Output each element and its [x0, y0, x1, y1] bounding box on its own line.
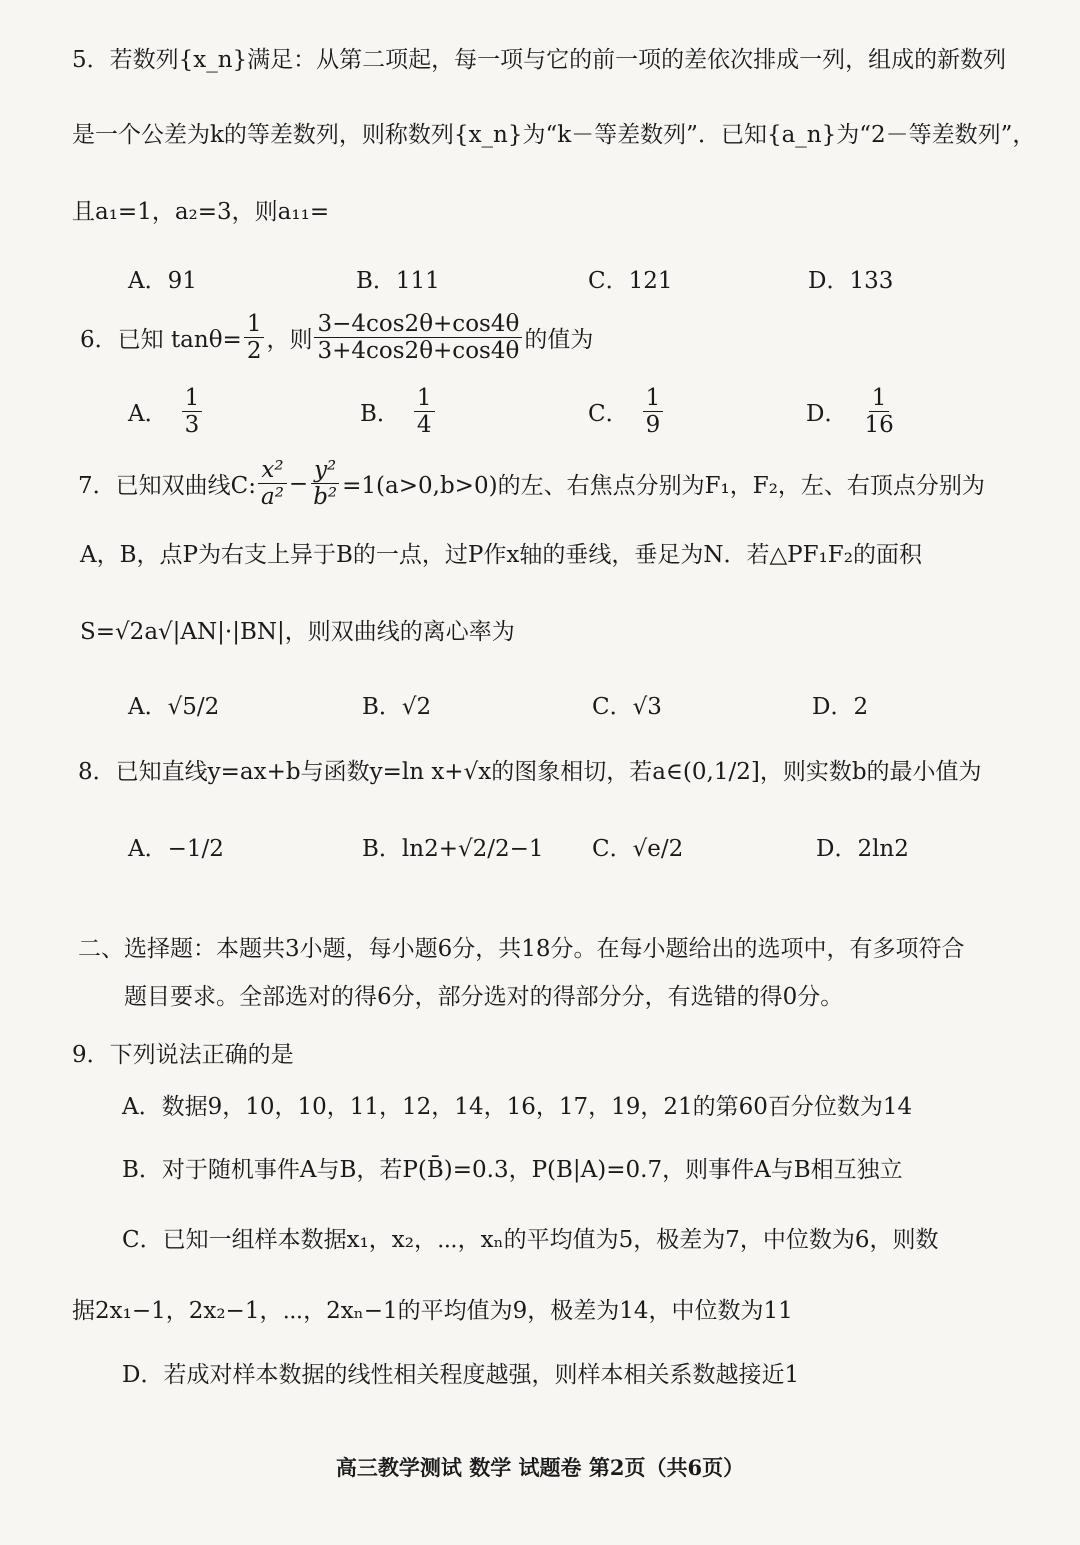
q7-option-b: B．√2 — [362, 694, 432, 720]
section2-line1: 二、选择题：本题共3小题，每小题6分，共18分。在每小题给出的选项中，有多项符合 — [78, 936, 965, 962]
q6-option-c-label: C． — [588, 401, 629, 428]
q6-option-b-den: 4 — [416, 412, 432, 439]
q9-option-a: A．数据9，10，10，11，12，14，16，17，19，21的第60百分位数为14 — [122, 1094, 913, 1120]
q6-option-a-num: 1 — [182, 386, 203, 412]
q7-line2: A，B，点P为右支上异于B的一点，过P作x轴的垂线，垂足为N．若△PF₁F₂的面积 — [80, 542, 922, 568]
q6-given-num: 1 — [244, 312, 265, 338]
q6-given-fraction — [244, 312, 265, 363]
q8-option-a: A．−1/2 — [128, 836, 224, 862]
q6-expr-den: 3+4cos2θ+cos4θ — [317, 338, 520, 365]
q8-option-d: D．2ln2 — [816, 836, 909, 862]
q9-option-c-line2: 据2x₁−1，2x₂−1，⋯，2xₙ−1的平均值为9，极差为14，中位数为11 — [72, 1298, 793, 1324]
q6-given-den: 2 — [246, 338, 262, 365]
q6-option-d-den: 16 — [864, 412, 894, 439]
q6-option-b — [360, 386, 437, 437]
q6-stem — [80, 312, 593, 363]
q6-mid: ，则 — [266, 327, 313, 354]
q5-option-b: B．111 — [356, 268, 440, 294]
q7-minus: − — [288, 470, 309, 497]
q5-option-d: D．133 — [808, 268, 894, 294]
q7-option-c: C．√3 — [592, 694, 662, 720]
q6-option-a — [128, 386, 204, 437]
q6-option-b-num: 1 — [414, 386, 435, 412]
q6-option-b-label: B． — [360, 401, 400, 428]
q5-option-a: A．91 — [128, 268, 197, 294]
q9-option-b: B．对于随机事件A与B，若P(B̄)=0.3，P(B|A)=0.7，则事件A与B相互独立 — [122, 1157, 903, 1183]
q7-x-term: $\frac{\text{x²}}{\text{a²}}$ — [258, 458, 287, 509]
q7-line1-prefix: 7．已知双曲线C: — [78, 473, 256, 500]
q6-option-a-den: 3 — [184, 412, 200, 439]
q8-line1: 8．已知直线y=ax+b与函数y=ln x+√x的图象相切，若a∈(0,1/2]，则实数b的最小值为 — [78, 759, 982, 785]
section2-line2: 题目要求。全部选对的得6分，部分选对的得部分分，有选错的得0分。 — [124, 984, 844, 1010]
q5-line1: 5．若数列{x_n}满足：从第二项起，每一项与它的前一项的差依次排成一列，组成的新数列 — [72, 47, 1007, 73]
q7-y-term: $\frac{\text{y²}}{\text{b²}}$ — [310, 458, 340, 509]
q6-option-c-num: 1 — [643, 386, 664, 412]
q8-option-c: C．√e/2 — [592, 836, 684, 862]
q8-option-b: B．ln2+√2/2−1 — [362, 836, 544, 862]
q6-option-d-num: 1 — [869, 386, 890, 412]
q6-prefix: 6．已知 tanθ= — [80, 327, 242, 354]
page-footer: 高三教学测试 数学 试题卷 第2页（共6页） — [335, 1455, 745, 1480]
q6-expr-num: 3−4cos2θ+cos4θ — [314, 312, 522, 338]
q6-option-d — [806, 386, 899, 437]
q9-stem: 9．下列说法正确的是 — [72, 1042, 294, 1068]
q5-line3: 且a₁=1，a₂=3，则a₁₁= — [72, 199, 330, 225]
q7-line1-suffix: =1(a>0,b>0)的左、右焦点分别为F₁，F₂，左、右顶点分别为 — [342, 473, 985, 500]
q6-option-a-label: A． — [128, 401, 168, 428]
q6-option-d-label: D． — [806, 401, 848, 428]
q6-suffix: 的值为 — [524, 327, 594, 354]
q5-line2: 是一个公差为k的等差数列，则称数列{x_n}为“k－等差数列”．已知{a_n}为“2－等差数列”， — [72, 122, 1036, 148]
q7-line3: S=√2a√|AN|·|BN|，则双曲线的离心率为 — [80, 619, 515, 645]
q6-option-c — [588, 386, 665, 437]
q7-line1 — [78, 458, 985, 509]
q7-option-d: D．2 — [812, 694, 869, 720]
q9-option-d: D．若成对样本数据的线性相关程度越强，则样本相关系数越接近1 — [122, 1362, 800, 1388]
q6-expression-fraction — [314, 312, 522, 363]
q5-option-c: C．121 — [588, 268, 673, 294]
q6-option-c-den: 9 — [645, 412, 661, 439]
q9-option-c-line1: C．已知一组样本数据x₁，x₂，⋯，xₙ的平均值为5，极差为7，中位数为6，则数 — [122, 1227, 939, 1253]
q7-option-a: A．√5/2 — [128, 694, 220, 720]
